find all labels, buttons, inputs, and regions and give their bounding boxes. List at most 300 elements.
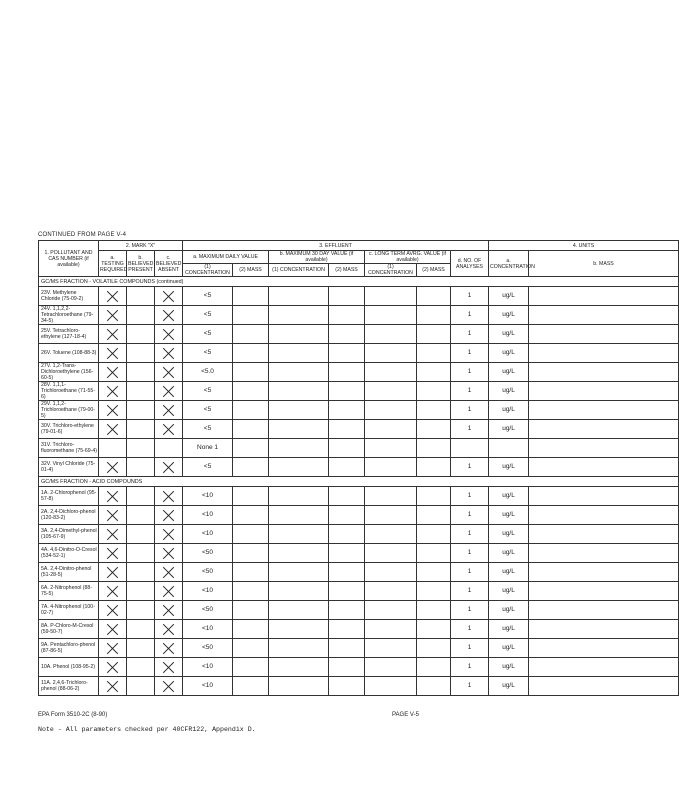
mark-b-cell: [127, 382, 155, 401]
max-daily-concentration: <10: [183, 677, 233, 696]
empty-cell: [233, 487, 269, 506]
mark-c-cell: [155, 563, 183, 582]
mark-a-cell: [99, 458, 127, 477]
empty-cell: [329, 620, 365, 639]
empty-cell: [365, 487, 417, 506]
mark-c-cell: [155, 306, 183, 325]
empty-cell: [329, 487, 365, 506]
analyses-count: 1: [451, 544, 489, 563]
mark-c-cell: [155, 401, 183, 420]
max-daily-concentration: <5: [183, 401, 233, 420]
col-unit-mass: b. MASS: [529, 251, 679, 277]
mark-c-cell: [155, 382, 183, 401]
empty-cell: [329, 363, 365, 382]
col-mass-2: (2) MASS: [329, 264, 365, 277]
empty-cell: [233, 382, 269, 401]
empty-cell: [365, 582, 417, 601]
table-row: [39, 601, 679, 620]
mark-c-cell: [155, 325, 183, 344]
concentration-unit: ug/L: [489, 382, 529, 401]
mark-b-cell: [127, 363, 155, 382]
x-mark-icon: [106, 385, 119, 398]
analyses-count: 1: [451, 620, 489, 639]
empty-cell: [417, 582, 451, 601]
mass-unit: [529, 306, 679, 325]
concentration-unit: ug/L: [489, 420, 529, 439]
x-mark-icon: [162, 604, 175, 617]
empty-cell: [269, 639, 329, 658]
empty-cell: [269, 306, 329, 325]
empty-cell: [233, 525, 269, 544]
empty-cell: [417, 677, 451, 696]
table-row: [39, 620, 679, 639]
mark-c-cell: [155, 420, 183, 439]
col-unit-conc: a. CONCENTRATION: [489, 251, 529, 277]
x-mark-icon: [106, 547, 119, 560]
mark-b-cell: [127, 563, 155, 582]
x-mark-icon: [162, 423, 175, 436]
table-row: [39, 658, 679, 677]
x-mark-icon: [106, 347, 119, 360]
empty-cell: [269, 458, 329, 477]
concentration-unit: ug/L: [489, 344, 529, 363]
max-daily-concentration: <5: [183, 287, 233, 306]
x-mark-icon: [162, 566, 175, 579]
mark-a-cell: [99, 506, 127, 525]
empty-cell: [329, 344, 365, 363]
empty-cell: [365, 563, 417, 582]
max-daily-concentration: <50: [183, 601, 233, 620]
max-daily-concentration: <50: [183, 639, 233, 658]
x-mark-icon: [162, 309, 175, 322]
mark-c-cell: [155, 639, 183, 658]
mark-c-cell: [155, 439, 183, 458]
col-max-30: b. MAXIMUM 30 DAY VALUE (if available): [269, 251, 365, 264]
x-mark-icon: [106, 423, 119, 436]
x-mark-icon: [162, 585, 175, 598]
mass-unit: [529, 658, 679, 677]
col-long-term: c. LONG TERM AVRG. VALUE (if available): [365, 251, 451, 264]
mark-a-cell: [99, 401, 127, 420]
empty-cell: [329, 544, 365, 563]
empty-cell: [233, 439, 269, 458]
empty-cell: [365, 544, 417, 563]
max-daily-concentration: <50: [183, 544, 233, 563]
page-number: PAGE V-5: [392, 712, 419, 718]
empty-cell: [329, 382, 365, 401]
pollutant-name: 28V. 1,1,1-Trichloroethane (71-55-6): [39, 382, 99, 401]
table-row: [39, 287, 679, 306]
empty-cell: [417, 658, 451, 677]
analyses-count: [451, 439, 489, 458]
mass-unit: [529, 620, 679, 639]
acid-rows: [39, 487, 679, 696]
pollutant-name: 2A. 2,4-Dichloro-phenol (120-83-2): [39, 506, 99, 525]
table-row: [39, 563, 679, 582]
mass-unit: [529, 639, 679, 658]
x-mark-icon: [162, 509, 175, 522]
empty-cell: [269, 344, 329, 363]
empty-cell: [233, 658, 269, 677]
empty-cell: [269, 658, 329, 677]
col-max-daily: a. MAXIMUM DAILY VALUE: [183, 251, 269, 264]
empty-cell: [365, 639, 417, 658]
table-row: [39, 344, 679, 363]
x-mark-icon: [162, 528, 175, 541]
section-volatile: GC/MS FRACTION - VOLATILE COMPOUNDS (continued): [39, 277, 679, 287]
empty-cell: [233, 458, 269, 477]
col-conc-3: (1) CONCENTRATION: [365, 264, 417, 277]
mark-b-cell: [127, 487, 155, 506]
max-daily-concentration: <50: [183, 563, 233, 582]
empty-cell: [269, 401, 329, 420]
form-number: EPA Form 3510-2C (8-90): [38, 712, 108, 718]
x-mark-icon: [106, 528, 119, 541]
x-mark-icon: [106, 404, 119, 417]
concentration-unit: ug/L: [489, 487, 529, 506]
empty-cell: [417, 506, 451, 525]
x-mark-icon: [162, 547, 175, 560]
x-mark-icon: [106, 566, 119, 579]
col-conc-2: (1) CONCENTRATION: [269, 264, 329, 277]
mass-unit: [529, 677, 679, 696]
mark-a-cell: [99, 420, 127, 439]
empty-cell: [329, 458, 365, 477]
empty-cell: [417, 639, 451, 658]
table-row: [39, 639, 679, 658]
table-row: [39, 677, 679, 696]
pollutant-name: 4A. 4,6-Dinitro-O-Cresol (534-52-1): [39, 544, 99, 563]
pollutant-name: 23V. Methylene Chloride (75-09-2): [39, 287, 99, 306]
mark-c-cell: [155, 525, 183, 544]
mark-b-cell: [127, 506, 155, 525]
effluent-table: [38, 240, 618, 710]
empty-cell: [233, 506, 269, 525]
empty-cell: [417, 487, 451, 506]
pollutant-name: 27V. 1,2-Trans-Dichloroethylene (156-60-5): [39, 363, 99, 382]
empty-cell: [417, 382, 451, 401]
empty-cell: [233, 620, 269, 639]
empty-cell: [233, 601, 269, 620]
mark-b-cell: [127, 306, 155, 325]
max-daily-concentration: <5: [183, 382, 233, 401]
analyses-count: 1: [451, 506, 489, 525]
pollutant-name: 32V. Vinyl Chloride (75-01-4): [39, 458, 99, 477]
table-row: [39, 544, 679, 563]
empty-cell: [365, 677, 417, 696]
mark-c-cell: [155, 582, 183, 601]
pollutant-name: 9A. Pentachloro-phenol (87-86-5): [39, 639, 99, 658]
pollutant-name: 11A. 2,4,6-Trichloro-phenol (88-06-2): [39, 677, 99, 696]
empty-cell: [329, 306, 365, 325]
mark-a-cell: [99, 306, 127, 325]
x-mark-icon: [106, 309, 119, 322]
table-row: [39, 439, 679, 458]
mark-b-cell: [127, 620, 155, 639]
empty-cell: [365, 439, 417, 458]
pollutant-name: 8A. P-Chloro-M-Cresol (59-50-7): [39, 620, 99, 639]
empty-cell: [329, 601, 365, 620]
analyses-count: 1: [451, 487, 489, 506]
mark-b-cell: [127, 325, 155, 344]
mark-c-cell: [155, 487, 183, 506]
mass-unit: [529, 582, 679, 601]
x-mark-icon: [106, 642, 119, 655]
mark-c-cell: [155, 363, 183, 382]
empty-cell: [417, 525, 451, 544]
empty-cell: [233, 677, 269, 696]
mark-b-cell: [127, 544, 155, 563]
volatile-rows: [39, 287, 679, 477]
empty-cell: [233, 544, 269, 563]
table-row: [39, 487, 679, 506]
empty-cell: [329, 420, 365, 439]
x-mark-icon: [162, 328, 175, 341]
analyses-count: 1: [451, 677, 489, 696]
mass-unit: [529, 363, 679, 382]
empty-cell: [365, 601, 417, 620]
empty-cell: [365, 506, 417, 525]
empty-cell: [365, 525, 417, 544]
empty-cell: [417, 420, 451, 439]
empty-cell: [417, 563, 451, 582]
empty-cell: [233, 420, 269, 439]
col-mass-3: (2) MASS: [417, 264, 451, 277]
mark-a-cell: [99, 344, 127, 363]
concentration-unit: [489, 439, 529, 458]
empty-cell: [329, 563, 365, 582]
mark-c-cell: [155, 458, 183, 477]
x-mark-icon: [106, 509, 119, 522]
pollutant-name: 7A. 4-Nitrophenol (100-02-7): [39, 601, 99, 620]
x-mark-icon: [106, 661, 119, 674]
mark-c-cell: [155, 677, 183, 696]
mark-b-cell: [127, 601, 155, 620]
mark-b-cell: [127, 420, 155, 439]
analyses-count: 1: [451, 525, 489, 544]
concentration-unit: ug/L: [489, 658, 529, 677]
empty-cell: [269, 544, 329, 563]
mark-b-cell: [127, 525, 155, 544]
analyses-count: 1: [451, 420, 489, 439]
analyses-count: 1: [451, 601, 489, 620]
max-daily-concentration: <5: [183, 344, 233, 363]
mark-a-cell: [99, 439, 127, 458]
empty-cell: [269, 563, 329, 582]
col-units: 4. UNITS: [489, 241, 679, 251]
analyses-count: 1: [451, 363, 489, 382]
pollutant-name: 1A. 2-Chlorophenol (95-57-8): [39, 487, 99, 506]
concentration-unit: ug/L: [489, 363, 529, 382]
empty-cell: [417, 401, 451, 420]
max-daily-concentration: None 1: [183, 439, 233, 458]
analyses-count: 1: [451, 306, 489, 325]
col-conc-1: (1) CONCENTRATION: [183, 264, 233, 277]
max-daily-concentration: <10: [183, 658, 233, 677]
empty-cell: [233, 563, 269, 582]
table-row: [39, 325, 679, 344]
x-mark-icon: [106, 461, 119, 474]
concentration-unit: ug/L: [489, 506, 529, 525]
pollutant-name: 25V. Tetrachloro-ethylene (127-18-4): [39, 325, 99, 344]
mass-unit: [529, 458, 679, 477]
empty-cell: [329, 677, 365, 696]
mark-a-cell: [99, 601, 127, 620]
max-daily-concentration: <10: [183, 487, 233, 506]
mark-b-cell: [127, 287, 155, 306]
concentration-unit: ug/L: [489, 525, 529, 544]
empty-cell: [233, 639, 269, 658]
x-mark-icon: [162, 385, 175, 398]
concentration-unit: ug/L: [489, 401, 529, 420]
x-mark-icon: [162, 680, 175, 693]
x-mark-icon: [106, 680, 119, 693]
mark-a-cell: [99, 525, 127, 544]
max-daily-concentration: <10: [183, 620, 233, 639]
empty-cell: [233, 582, 269, 601]
pollutant-name: 24V. 1,1,2,2-Tetrachloroethane (79-34-5): [39, 306, 99, 325]
empty-cell: [269, 620, 329, 639]
table-row: [39, 458, 679, 477]
concentration-unit: ug/L: [489, 620, 529, 639]
empty-cell: [365, 658, 417, 677]
empty-cell: [233, 344, 269, 363]
mark-a-cell: [99, 382, 127, 401]
x-mark-icon: [162, 461, 175, 474]
empty-cell: [417, 306, 451, 325]
x-mark-icon: [106, 604, 119, 617]
continued-header: CONTINUED FROM PAGE V-4: [38, 232, 127, 238]
max-daily-concentration: <5.0: [183, 363, 233, 382]
empty-cell: [233, 306, 269, 325]
empty-cell: [269, 525, 329, 544]
empty-cell: [365, 382, 417, 401]
x-mark-icon: [106, 328, 119, 341]
mark-c-cell: [155, 544, 183, 563]
empty-cell: [269, 382, 329, 401]
mark-c-cell: [155, 620, 183, 639]
pollutant-name: 29V. 1,1,2-Trichloroethane (79-00-5): [39, 401, 99, 420]
max-daily-concentration: <5: [183, 420, 233, 439]
mark-c-cell: [155, 287, 183, 306]
empty-cell: [233, 401, 269, 420]
pollutant-name: 5A. 2,4-Dinitro-phenol (51-28-5): [39, 563, 99, 582]
empty-cell: [365, 420, 417, 439]
concentration-unit: ug/L: [489, 677, 529, 696]
col-marking: 2. MARK "X": [99, 241, 183, 251]
mass-unit: [529, 563, 679, 582]
max-daily-concentration: <10: [183, 525, 233, 544]
mark-a-cell: [99, 620, 127, 639]
x-mark-icon: [106, 490, 119, 503]
x-mark-icon: [162, 404, 175, 417]
mass-unit: [529, 287, 679, 306]
mark-a-cell: [99, 544, 127, 563]
empty-cell: [269, 325, 329, 344]
empty-cell: [365, 401, 417, 420]
mark-a-cell: [99, 639, 127, 658]
mark-a-cell: [99, 677, 127, 696]
mark-a-cell: [99, 487, 127, 506]
table-row: [39, 506, 679, 525]
mark-b-cell: [127, 439, 155, 458]
concentration-unit: ug/L: [489, 639, 529, 658]
x-mark-icon: [162, 347, 175, 360]
pollutant-name: 10A. Phenol (108-95-2): [39, 658, 99, 677]
mass-unit: [529, 487, 679, 506]
empty-cell: [417, 325, 451, 344]
mark-b-cell: [127, 677, 155, 696]
empty-cell: [269, 363, 329, 382]
empty-cell: [329, 439, 365, 458]
concentration-unit: ug/L: [489, 563, 529, 582]
mark-a-cell: [99, 563, 127, 582]
mass-unit: [529, 506, 679, 525]
max-daily-concentration: <10: [183, 506, 233, 525]
analyses-count: 1: [451, 344, 489, 363]
pollutant-name: 30V. Trichloro-ethylene (79-01-6): [39, 420, 99, 439]
analyses-count: 1: [451, 658, 489, 677]
mark-b-cell: [127, 344, 155, 363]
empty-cell: [269, 601, 329, 620]
mass-unit: [529, 601, 679, 620]
pollutant-name: 6A. 2-Nitrophenol (88-75-5): [39, 582, 99, 601]
pollutant-name: 31V. Trichloro-fluoromethane (75-69-4): [39, 439, 99, 458]
empty-cell: [233, 363, 269, 382]
empty-cell: [269, 487, 329, 506]
mass-unit: [529, 439, 679, 458]
mark-a-cell: [99, 325, 127, 344]
section-acid: GC/MS FRACTION - ACID COMPOUNDS: [39, 477, 679, 487]
empty-cell: [269, 582, 329, 601]
pollutant-name: 26V. Toluene (108-88-3): [39, 344, 99, 363]
empty-cell: [233, 325, 269, 344]
analyses-count: 1: [451, 582, 489, 601]
empty-cell: [365, 344, 417, 363]
empty-cell: [365, 306, 417, 325]
analyses-count: 1: [451, 401, 489, 420]
concentration-unit: ug/L: [489, 325, 529, 344]
empty-cell: [365, 458, 417, 477]
empty-cell: [365, 287, 417, 306]
empty-cell: [329, 658, 365, 677]
mark-c-cell: [155, 344, 183, 363]
mark-b-cell: [127, 658, 155, 677]
empty-cell: [329, 582, 365, 601]
footnote: Note - All parameters checked per 40CFR122, Appendix D.: [38, 726, 256, 733]
x-mark-icon: [106, 290, 119, 303]
x-mark-icon: [106, 366, 119, 379]
mark-a-cell: [99, 658, 127, 677]
mass-unit: [529, 401, 679, 420]
mark-b-cell: [127, 582, 155, 601]
x-mark-icon: [106, 585, 119, 598]
empty-cell: [269, 420, 329, 439]
empty-cell: [329, 506, 365, 525]
empty-cell: [233, 287, 269, 306]
empty-cell: [417, 439, 451, 458]
x-mark-icon: [162, 290, 175, 303]
analyses-count: 1: [451, 382, 489, 401]
empty-cell: [329, 401, 365, 420]
empty-cell: [417, 458, 451, 477]
table-row: [39, 401, 679, 420]
concentration-unit: ug/L: [489, 582, 529, 601]
mass-unit: [529, 344, 679, 363]
col-mass-1: (2) MASS: [233, 264, 269, 277]
empty-cell: [269, 287, 329, 306]
x-mark-icon: [106, 623, 119, 636]
